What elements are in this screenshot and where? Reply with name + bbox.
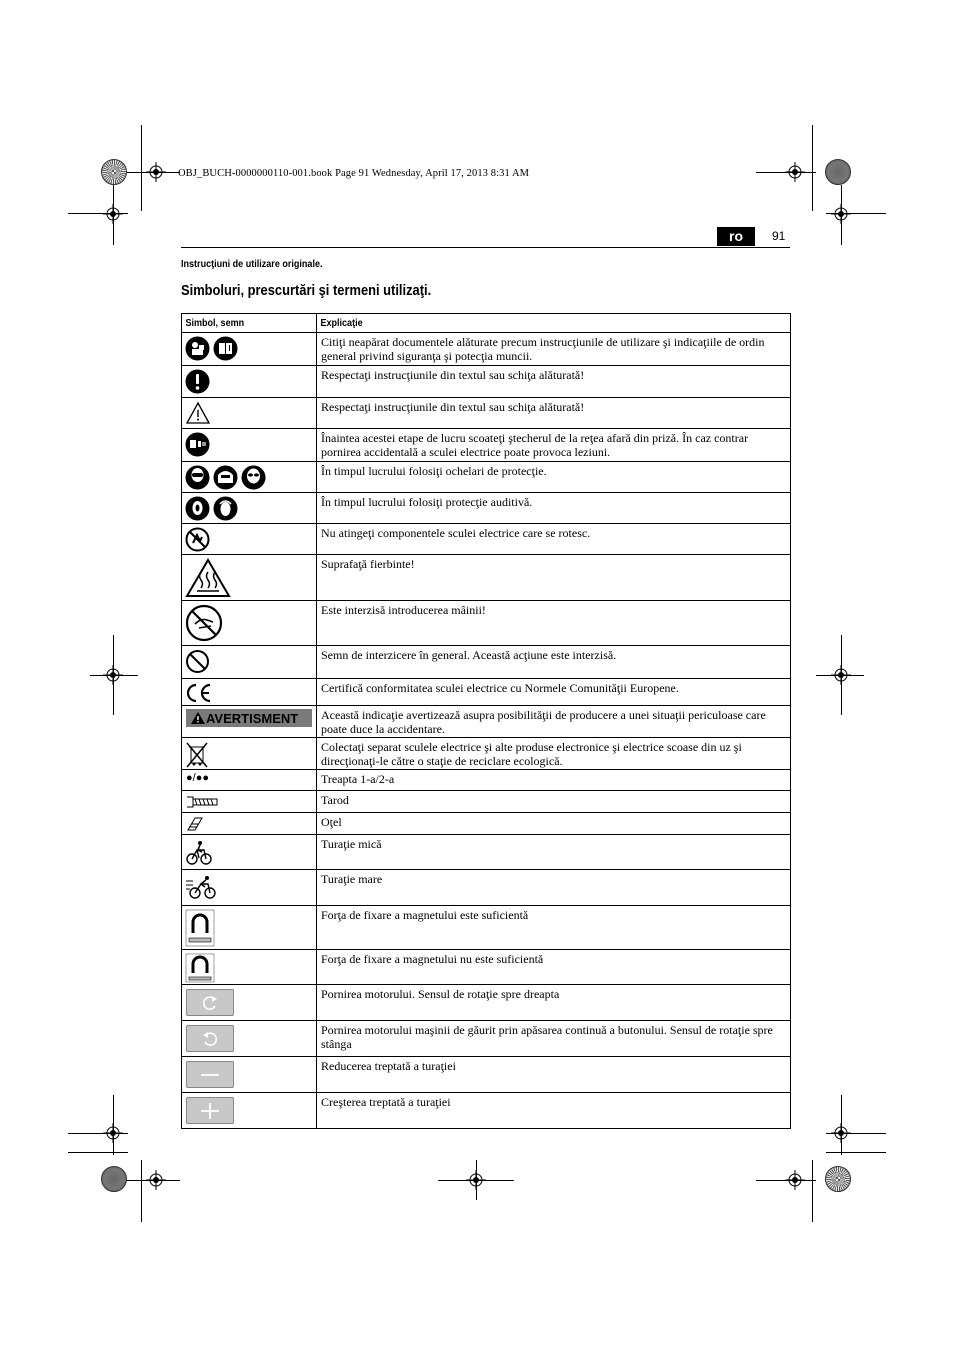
row-explanation: Tarod: [321, 793, 349, 807]
rotate-right-button-icon: [186, 989, 234, 1016]
row-explanation: Turaţie mare: [321, 872, 383, 886]
tap-icon: [185, 794, 219, 810]
table-row: [182, 738, 791, 770]
row-explanation: În timpul lucrului folosiţi ochelari de protecţie.: [321, 464, 547, 478]
book-info-line: OBJ_BUCH-0000000110-001.book Page 91 Wednesday, April 17, 2013 8:31 AM: [178, 168, 530, 179]
table-row: [182, 555, 791, 601]
row-explanation: Forţa de fixare a magnetului este suficientă: [321, 908, 529, 922]
minus-button-icon: [186, 1061, 234, 1088]
header-rule: [181, 247, 790, 248]
symbols-table: [181, 313, 791, 1129]
warning-badge: [186, 709, 312, 727]
section-title: Simboluri, prescurtări şi termeni utilizaţi.: [181, 282, 432, 299]
warning-triangle-icon: [185, 401, 211, 425]
page-number: 91: [772, 229, 786, 243]
row-explanation: Respectaţi instrucţiunile din textul sau schiţa alăturată!: [321, 400, 585, 414]
row-explanation: Suprafaţă fierbinte!: [321, 557, 415, 571]
row-explanation: Respectaţi instrucţiunile din textul sau schiţa alăturată!: [321, 368, 585, 382]
row-explanation: Colectaţi separat sculele electrice şi alte produse electronice şi electrice scoase din uz şi direcţionaţi-le către o staţie de reciclare ecologică.: [321, 740, 742, 768]
weee-bin-icon: [185, 741, 209, 769]
ce-mark-icon: [185, 682, 213, 704]
table-row: [182, 813, 791, 835]
table-row: [182, 1093, 791, 1129]
table-row: [182, 646, 791, 679]
row-explanation: Semn de interzicere în general. Această acţiune este interzisă.: [321, 648, 617, 662]
table-row: [182, 679, 791, 706]
no-hand-icon: [185, 604, 223, 642]
low-speed-bicycle-icon: [185, 838, 213, 866]
row-explanation: Turaţie mică: [321, 837, 382, 851]
row-explanation: Această indicaţie avertizează asupra posibilităţii de producere a unei situaţii periculoase care poate duce la accidentare.: [321, 708, 766, 736]
magnet-sufficient-icon: [185, 909, 215, 947]
no-touch-rotating-icon: [185, 527, 210, 552]
ear-plug-icon: [185, 496, 210, 521]
table-row: [182, 462, 791, 493]
table-row: [182, 429, 791, 462]
language-badge: ro: [717, 227, 755, 246]
hot-surface-icon: [185, 558, 231, 598]
rotate-left-button-icon: [186, 1025, 234, 1052]
safety-glasses-icon: [241, 465, 266, 490]
steel-icon: [185, 816, 205, 832]
high-speed-bicycle-icon: [185, 873, 219, 901]
read-manual-icon: [185, 336, 210, 361]
row-explanation: În timpul lucrului folosiţi protecţie auditivă.: [321, 495, 533, 509]
row-explanation: Pornirea motorului maşinii de găurit prin apăsarea continuă a butonului. Sensul de rotaţie spre stânga: [321, 1023, 773, 1051]
row-explanation: Înaintea acestei etape de lucru scoateţi ştecherul de la reţea afară din priză. În caz contrar pornirea accidentală a sculei electrice poate provoca leziuni.: [321, 431, 749, 459]
row-explanation: Este interzisă introducerea mâinii!: [321, 603, 486, 617]
table-row: [182, 706, 791, 738]
table-row: [182, 770, 791, 791]
mandatory-exclamation-icon: [185, 369, 210, 394]
table-row: [182, 398, 791, 429]
table-row: [182, 366, 791, 398]
row-explanation: Forţa de fixare a magnetului nu este suficientă: [321, 952, 544, 966]
row-explanation: Nu atingeţi componentele sculei electrice care se rotesc.: [321, 526, 591, 540]
document-subtitle: Instrucţiuni de utilizare originale.: [181, 258, 323, 270]
row-explanation: Reducerea treptată a turaţiei: [321, 1059, 456, 1073]
table-row: [182, 601, 791, 646]
plus-button-icon: [186, 1097, 234, 1124]
table-header-row: [182, 314, 791, 333]
table-row: [182, 333, 791, 366]
table-row: [182, 906, 791, 950]
table-row: [182, 870, 791, 906]
row-explanation: Citiţi neapărat documentele alăturate precum instrucţiunile de utilizare şi indicaţiile de ordin general privind siguranţa şi potecţia muncii.: [321, 335, 765, 363]
table-row: [182, 835, 791, 870]
table-row: [182, 493, 791, 524]
face-shield-icon: [213, 465, 238, 490]
ear-muffs-icon: [213, 496, 238, 521]
column-header-explanation: Explicaţie: [317, 314, 791, 333]
table-row: [182, 985, 791, 1021]
row-explanation: Treapta 1-a/2-a: [321, 772, 395, 786]
table-row: [182, 791, 791, 813]
column-header-symbol: Simbol, semn: [182, 314, 317, 333]
row-explanation: Pornirea motorului. Sensul de rotaţie spre dreapta: [321, 987, 560, 1001]
row-explanation: Oţel: [321, 815, 342, 829]
row-explanation: Certifică conformitatea sculei electrice cu Normele Comunităţii Europene.: [321, 681, 679, 695]
unplug-icon: [185, 432, 210, 457]
row-explanation: Creşterea treptată a turaţiei: [321, 1095, 451, 1109]
table-row: [182, 1057, 791, 1093]
goggles-icon: [185, 465, 210, 490]
table-row: [182, 524, 791, 555]
book-icon: [213, 336, 238, 361]
warning-triangle-icon: [190, 711, 206, 725]
table-row: [182, 950, 791, 985]
steps-symbol: ●/●●: [186, 772, 209, 784]
table-row: [182, 1021, 791, 1057]
prohibition-icon: [185, 649, 210, 674]
warning-badge-label: AVERTISMENT: [206, 710, 299, 726]
magnet-insufficient-icon: [185, 953, 215, 983]
